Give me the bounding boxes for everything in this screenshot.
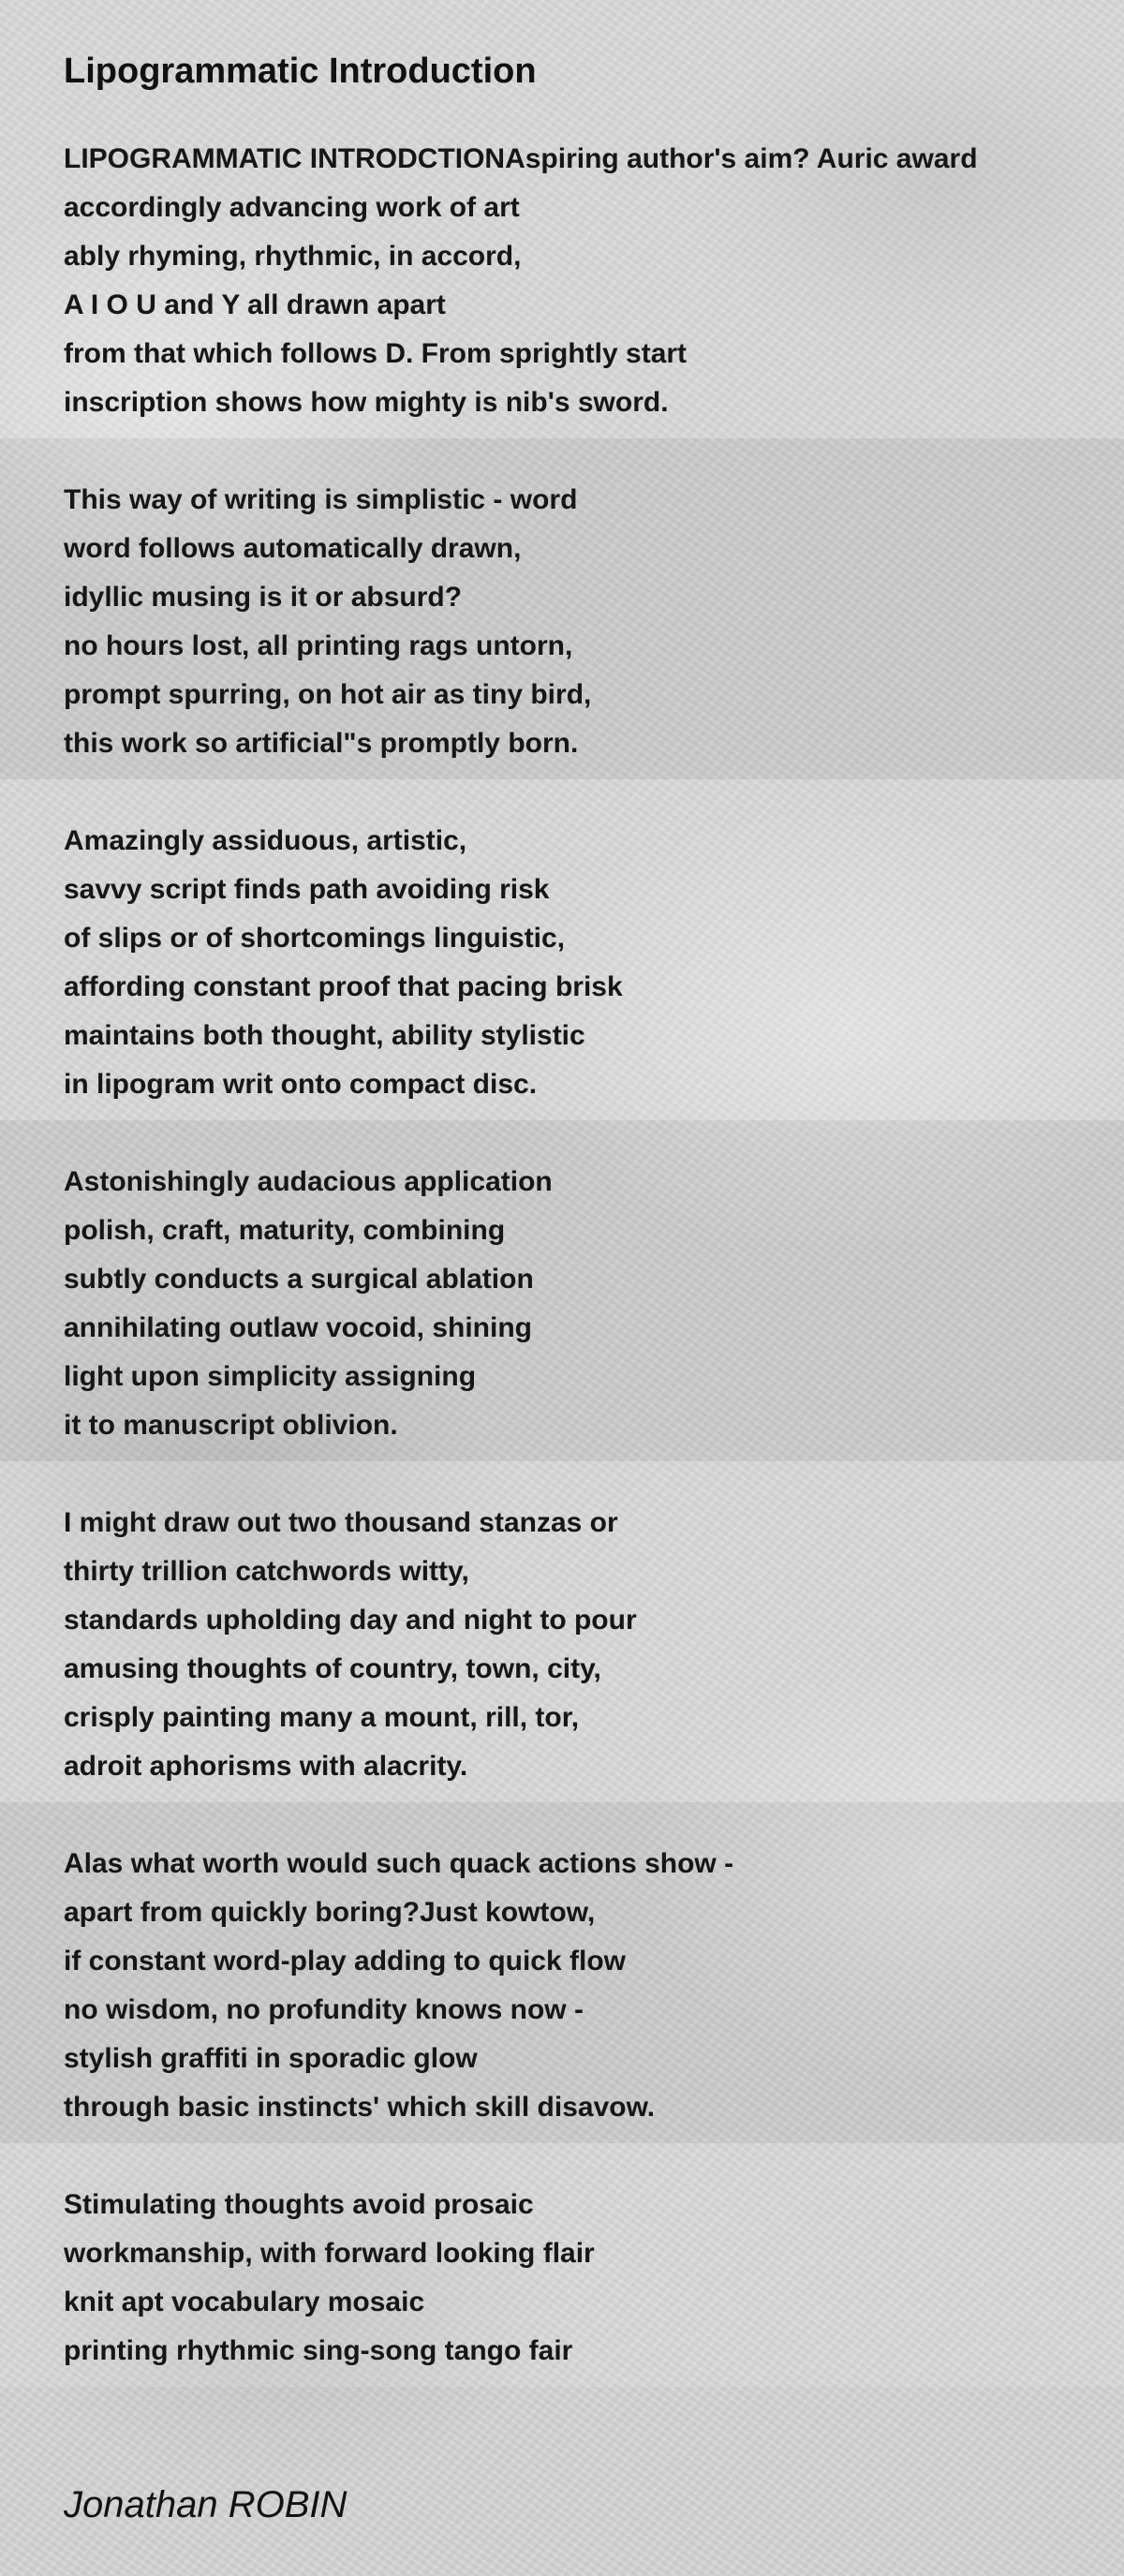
poem-line: Stimulating thoughts avoid prosaic [64, 2189, 534, 2220]
poem-line: ably rhyming, rhythmic, in accord, [64, 241, 522, 272]
poem-line: printing rhythmic sing-song tango fair [64, 2335, 573, 2366]
poem-line: workmanship, with forward looking flair [64, 2238, 595, 2269]
poem-line: if constant word-play adding to quick flow [64, 1946, 626, 1976]
poem-line: stylish graffiti in sporadic glow [64, 2043, 478, 2074]
poem-line: annihilating outlaw vocoid, shining [64, 1312, 532, 1343]
poem-line: from that which follows D. From sprightly start [64, 338, 688, 369]
poem-line: no hours lost, all printing rags untorn, [64, 630, 573, 661]
poem-container [64, 47, 1103, 2424]
poem-line: adroit aphorisms with alacrity. [64, 1751, 468, 1782]
poem-line: standards upholding day and night to pour [64, 1605, 637, 1636]
poem-line: thirty trillion catchwords witty, [64, 1556, 469, 1587]
poem-line: LIPOGRAMMATIC INTRODCTIONAspiring author's aim? Auric award [64, 143, 978, 174]
poem-line: light upon simplicity assigning [64, 1361, 477, 1392]
poem-line: word follows automatically drawn, [64, 533, 522, 564]
poem-line: apart from quickly boring?Just kowtow, [64, 1897, 596, 1928]
poem-body [64, 135, 1103, 2376]
poem-line: accordingly advancing work of art [64, 192, 520, 223]
poem-line: Astonishingly audacious application [64, 1166, 553, 1197]
poem-stanza [64, 476, 1103, 768]
poem-line: this work so artificial"s promptly born. [64, 728, 579, 759]
poem-line: affording constant proof that pacing brisk [64, 971, 623, 1002]
poem-line: polish, craft, maturity, combining [64, 1215, 506, 1246]
poem-title: Lipogrammatic Introduction [64, 52, 537, 91]
poem-stanza [64, 1499, 1103, 1791]
poem-line: no wisdom, no profundity knows now - [64, 1994, 584, 2025]
poem-line: maintains both thought, ability stylistic [64, 1020, 585, 1051]
poem-line: I might draw out two thousand stanzas or [64, 1507, 618, 1538]
poem-line: This way of writing is simplistic - word [64, 484, 578, 515]
poem-line: Alas what worth would such quack actions show - [64, 1848, 734, 1879]
poem-line: savvy script finds path avoiding risk [64, 874, 550, 905]
poem-stanza [64, 1158, 1103, 1450]
poem-line: Amazingly assiduous, artistic, [64, 825, 467, 856]
poem-line: A I O U and Y all drawn apart [64, 289, 446, 320]
poem-author: Jonathan ROBIN [64, 2484, 348, 2525]
poem-line: of slips or of shortcomings linguistic, [64, 923, 566, 954]
poem-stanza [64, 817, 1103, 1109]
poem-line: through basic instincts' which skill disavow. [64, 2092, 656, 2123]
poem-stanza [64, 1840, 1103, 2132]
poem-stanza [64, 135, 1103, 427]
poem-line: knit apt vocabulary mosaic [64, 2287, 425, 2317]
poem-line: inscription shows how mighty is nib's sword. [64, 387, 669, 418]
poem-line: idyllic musing is it or absurd? [64, 582, 463, 613]
poem-line: crisply painting many a mount, rill, tor, [64, 1702, 580, 1733]
poem-line: in lipogram writ onto compact disc. [64, 1069, 538, 1100]
poem-line: it to manuscript oblivion. [64, 1410, 398, 1441]
poem-line: subtly conducts a surgical ablation [64, 1264, 534, 1295]
poem-stanza [64, 2181, 1103, 2376]
poem-line: amusing thoughts of country, town, city, [64, 1653, 601, 1684]
poem-line: prompt spurring, on hot air as tiny bird, [64, 679, 592, 710]
